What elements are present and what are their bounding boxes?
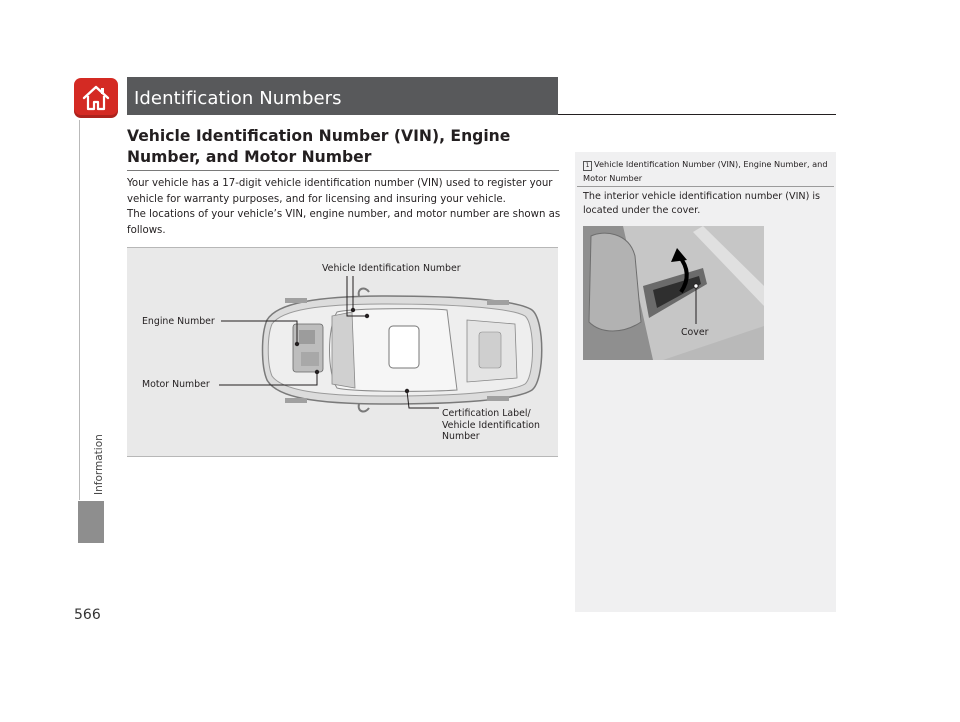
cover-photo [583,226,764,360]
callout-cert-line-1: Certification Label/ [442,408,531,419]
callout-cover: Cover [681,327,709,338]
home-icon [81,83,111,113]
callout-cert-line-3: Number [442,431,480,442]
note-text: The interior vehicle identification number (VIN) is located under the cover. [583,191,821,216]
page-title: Identification Numbers [134,88,342,109]
cover-photo-illustration [583,226,764,360]
vehicle-figure [127,247,558,457]
note-title [583,157,833,185]
header-rule [558,114,836,115]
callout-certification-label [442,408,540,443]
callout-engine-number: Engine Number [142,316,215,327]
callout-cert-line-2: Vehicle Identification [442,419,540,431]
section-heading: Vehicle Identification Number (VIN), Engine Number, and Motor Number [127,127,511,166]
home-button[interactable] [74,78,118,118]
side-tab[interactable] [74,345,105,495]
note-ref-number: 1 [583,161,592,171]
side-tab-label: Information [93,434,105,495]
body-paragraph-1: Your vehicle has a 17-digit vehicle identification number (VIN) used to register your vehicle for warranty purposes, and for licensing and insuring your vehicle. [127,178,553,205]
note-panel [575,152,836,612]
page-number: 566 [74,607,101,623]
section-rule [127,170,559,171]
note-title-text: Vehicle Identification Number (VIN), Engine Number, and Motor Number [583,159,828,183]
side-tab-marker [78,501,104,543]
callout-vin: Vehicle Identification Number [322,263,461,274]
note-rule [577,186,834,187]
callout-motor-number: Motor Number [142,379,210,390]
body-paragraph-2: The locations of your vehicle’s VIN, engine number, and motor number are shown as follows. [127,209,561,236]
